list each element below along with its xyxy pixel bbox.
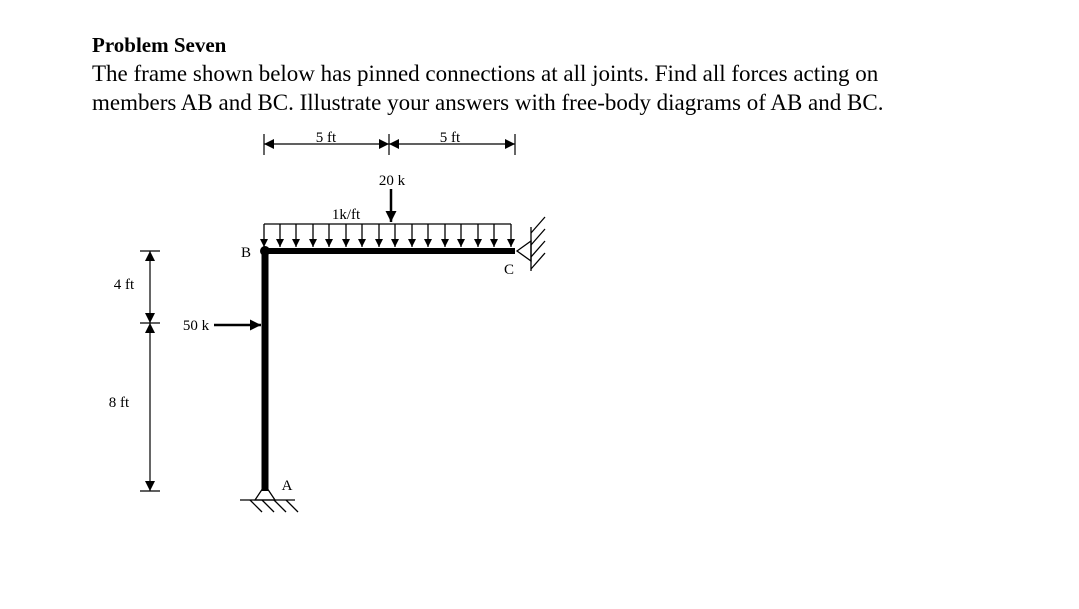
horizontal-load-label: 50 k — [182, 318, 210, 334]
joint-b-dot — [260, 246, 270, 256]
pin-support-c — [517, 217, 545, 271]
point-load-label: 20 k — [378, 173, 406, 189]
distributed-load-arrows — [264, 224, 511, 247]
dim-left-lower-label: 8 ft — [108, 395, 130, 411]
dim-top-left-label: 5 ft — [315, 130, 337, 146]
dim-left-upper-label: 4 ft — [113, 277, 135, 293]
left-dimension — [140, 251, 160, 491]
distributed-load-label: 1k/ft — [331, 207, 361, 223]
joint-b-label: B — [240, 245, 252, 261]
problem-title: Problem Seven — [92, 33, 227, 57]
joint-c-label: C — [503, 262, 515, 278]
joint-a-label: A — [281, 478, 293, 494]
top-dimension — [264, 134, 515, 155]
problem-statement-line-2: members AB and BC. Illustrate your answers with free-body diagrams of AB and BC. — [92, 90, 884, 115]
problem-statement-line-1: The frame shown below has pinned connections at all joints. Find all forces acting on — [92, 61, 879, 86]
dim-top-right-label: 5 ft — [439, 130, 461, 146]
